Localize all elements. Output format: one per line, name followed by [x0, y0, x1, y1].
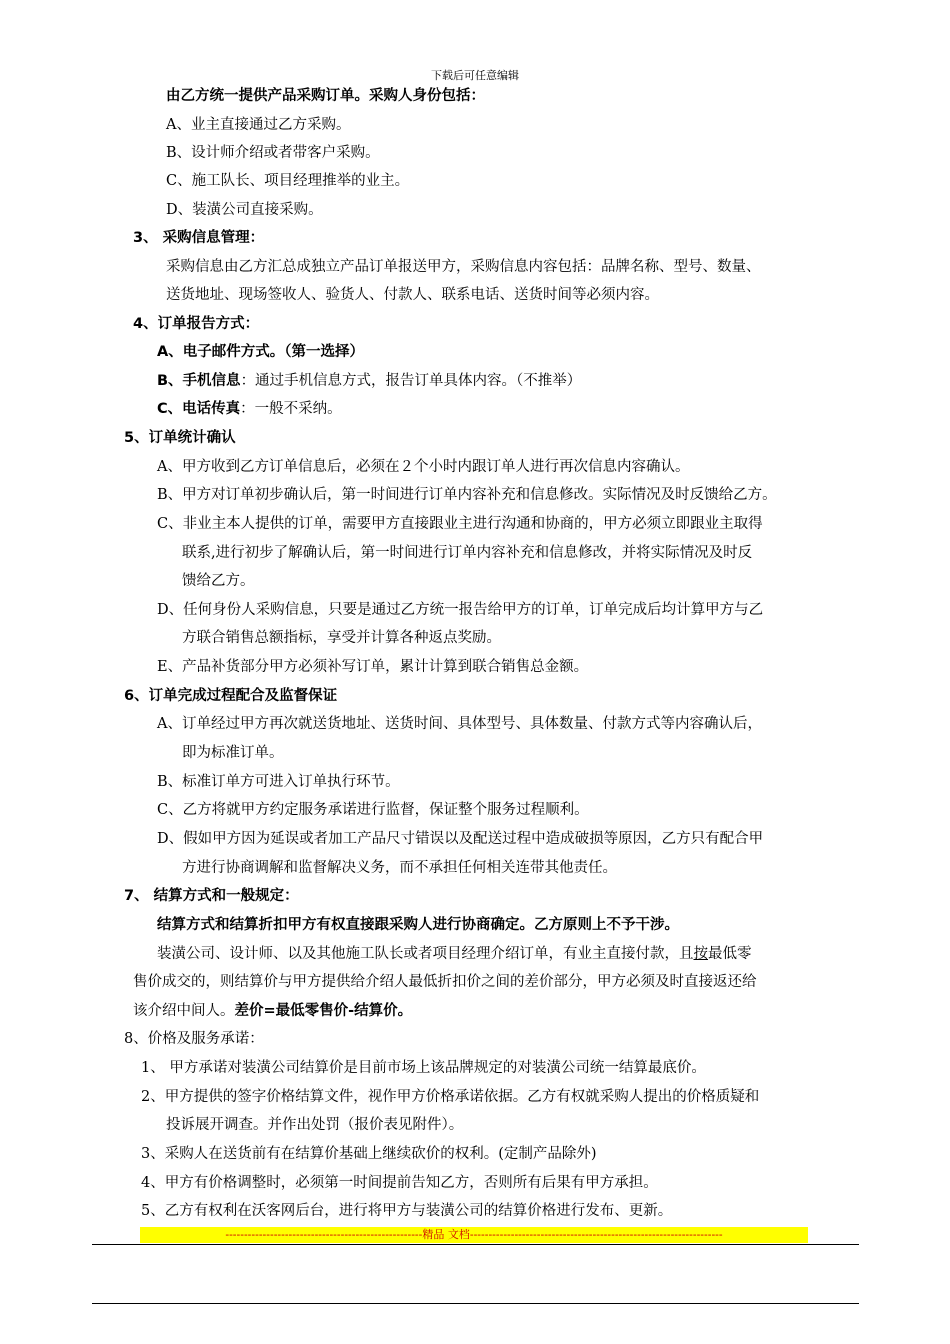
price-difference-formula: 差价=最低零售价-结算价。: [234, 1003, 413, 1019]
identity-item-c: C、施工队长、项目经理推举的业主。: [166, 173, 410, 189]
report-method-c-label: C、电话传真: [157, 401, 241, 417]
report-method-b-label: B、手机信息: [157, 373, 241, 389]
settlement-para-line1: [157, 944, 752, 964]
confirm-item-d-line1: D、任何身份人采购信息，只要是通过乙方统一报告给甲方的订单，订单完成后均计算甲方与乙: [157, 602, 764, 618]
section-4-heading: 4、订单报告方式：: [133, 316, 260, 332]
section-3-para-line1: 采购信息由乙方汇总成独立产品订单报送甲方，采购信息内容包括：品牌名称、型号、数量、: [166, 259, 761, 275]
settlement-para-line3-a: 该介绍中间人。: [133, 1003, 235, 1019]
process-item-c: C、乙方将就甲方约定服务承诺进行监督，保证整个服务过程顺利。: [157, 802, 589, 818]
process-item-d-line1: D、假如甲方因为延误或者加工产品尺寸错误以及配送过程中造成破损等原因，乙方只有配合甲: [157, 831, 764, 847]
promise-item-5: 5、乙方有权利在沃客网后台，进行将甲方与装潢公司的结算价格进行发布、更新。: [141, 1203, 673, 1219]
settlement-rule: 结算方式和结算折扣甲方有权直接跟采购人进行协商确定。乙方原则上不予干涉。: [157, 917, 679, 933]
promise-item-2-line2: 投诉展开调查。并作出处罚（报价表见附件）。: [166, 1117, 464, 1133]
process-item-a-line1: A、订单经过甲方再次就送货地址、送货时间、具体型号、具体数量、付款方式等内容确认后，: [157, 716, 762, 732]
report-method-c: [157, 399, 342, 419]
report-method-c-desc: ：一般不采纳。: [240, 401, 342, 417]
footer-rule-top: [92, 1244, 859, 1245]
section-8-heading: 8、价格及服务承诺：: [124, 1031, 264, 1047]
report-method-b: [157, 371, 581, 391]
promise-item-3: 3、采购人在送货前有在结算价基础上继续砍价的权利。(定制产品除外): [141, 1146, 597, 1162]
identity-item-a: A、业主直接通过乙方采购。: [166, 117, 351, 133]
confirm-item-d-line2: 方联合销售总额指标，享受并计算各种返点奖励。: [182, 630, 501, 646]
intro-purchaser-identity: 由乙方统一提供产品采购订单。采购人身份包括：: [166, 88, 485, 104]
page-header-note: 下载后可任意编辑: [431, 69, 519, 82]
footer-rule-bottom: [92, 1303, 859, 1304]
section-3-heading: 3、 采购信息管理：: [133, 230, 265, 246]
report-method-b-desc: ：通过手机信息方式，报告订单具体内容。（不推举）: [240, 373, 582, 389]
confirm-item-b: B、甲方对订单初步确认后，第一时间进行订单内容补充和信息修改。实际情况及时反馈给乙方。: [157, 487, 777, 503]
identity-item-b: B、设计师介绍或者带客户采购。: [166, 145, 380, 161]
section-5-heading: 5、订单统计确认: [124, 430, 236, 446]
section-3-para-line2: 送货地址、现场签收人、验货人、付款人、联系电话、送货时间等必须内容。: [166, 287, 659, 303]
section-7-heading: 7、 结算方式和一般规定：: [124, 888, 299, 904]
footer-banner: -----------------------------------------------------精品 文档--------------------------------------------------------------------: [140, 1227, 808, 1243]
process-item-b: B、标准订单方可进入订单执行环节。: [157, 774, 400, 790]
confirm-item-c-line3: 馈给乙方。: [182, 573, 255, 589]
settlement-para-line1-c: 最低零: [708, 946, 752, 962]
report-method-a: A、电子邮件方式。（第一选择）: [157, 344, 364, 360]
promise-item-1: 1、 甲方承诺对装潢公司结算价是目前市场上该品牌规定的对装潢公司统一结算最底价。: [141, 1060, 706, 1076]
confirm-item-a: A、甲方收到乙方订单信息后，必须在２个小时内跟订单人进行再次信息内容确认。: [157, 459, 690, 475]
promise-item-2-line1: 2、甲方提供的签字价格结算文件，视作甲方价格承诺依据。乙方有权就采购人提出的价格质疑和: [141, 1089, 760, 1105]
settlement-para-line1-a: 装潢公司、设计师、以及其他施工队长或者项目经理介绍订单，有业主直接付款，且: [157, 946, 694, 962]
confirm-item-c-line2: 联系,进行初步了解确认后，第一时间进行订单内容补充和信息修改，并将实际情况及时反: [182, 545, 753, 561]
process-item-a-line2: 即为标准订单。: [182, 745, 284, 761]
confirm-item-e: E、产品补货部分甲方必须补写订单，累计计算到联合销售总金额。: [157, 659, 589, 675]
settlement-para-underlined: 按: [693, 946, 708, 962]
identity-item-d: D、装潢公司直接采购。: [166, 202, 323, 218]
section-6-heading: 6、订单完成过程配合及监督保证: [124, 688, 338, 704]
settlement-para-line2: 售价成交的，则结算价与甲方提供给介绍人最低折扣价之间的差价部分，甲方必须及时直接返还给: [133, 974, 757, 990]
settlement-para-line3: [133, 1001, 412, 1021]
process-item-d-line2: 方进行协商调解和监督解决义务，而不承担任何相关连带其他责任。: [182, 860, 617, 876]
promise-item-4: 4、甲方有价格调整时，必须第一时间提前告知乙方，否则所有后果有甲方承担。: [141, 1175, 658, 1191]
confirm-item-c-line1: C、非业主本人提供的订单，需要甲方直接跟业主进行沟通和协商的，甲方必须立即跟业主取得: [157, 516, 763, 532]
